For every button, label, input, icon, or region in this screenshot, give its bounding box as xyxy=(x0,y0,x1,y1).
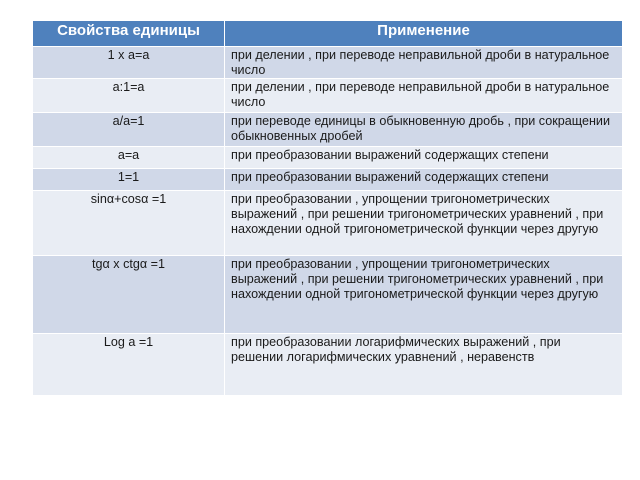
table-row xyxy=(33,256,623,334)
usage-cell: при преобразовании выражений содержащих степени xyxy=(225,169,623,191)
property-cell: 1=1 xyxy=(33,169,225,191)
property-cell: a/a=1 xyxy=(33,113,225,147)
usage-cell: при преобразовании , упрощении тригонометрических выражений , при решении тригонометрических уравнений , при нахождении одной тригонометрической функции через другую xyxy=(225,256,623,334)
header-row xyxy=(33,21,623,47)
header-usage: Применение xyxy=(225,21,623,47)
unit-properties-table-container xyxy=(32,20,622,396)
property-cell: a:1=a xyxy=(33,79,225,113)
property-cell: Log a =1 xyxy=(33,334,225,396)
usage-cell: при преобразовании логарифмических выражений , при решении логарифмических уравнений , неравенств xyxy=(225,334,623,396)
usage-cell: при переводе единицы в обыкновенную дробь , при сокращении обыкновенных дробей xyxy=(225,113,623,147)
usage-cell: при делении , при переводе неправильной дроби в натуральное число xyxy=(225,47,623,79)
table-row xyxy=(33,147,623,169)
property-cell: sinα+cosα =1 xyxy=(33,191,225,256)
table-row xyxy=(33,191,623,256)
table-row xyxy=(33,79,623,113)
property-cell: 1 x a=a xyxy=(33,47,225,79)
usage-cell: при преобразовании выражений содержащих степени xyxy=(225,147,623,169)
property-cell: a=a xyxy=(33,147,225,169)
table-row xyxy=(33,113,623,147)
property-cell: tgα x ctgα =1 xyxy=(33,256,225,334)
table-row xyxy=(33,169,623,191)
table-row xyxy=(33,47,623,79)
usage-cell: при преобразовании , упрощении тригонометрических выражений , при решении тригонометрических уравнений , при нахождении одной тригонометрической функции через другую xyxy=(225,191,623,256)
usage-cell: при делении , при переводе неправильной дроби в натуральное число xyxy=(225,79,623,113)
header-property: Свойства единицы xyxy=(33,21,225,47)
table-row xyxy=(33,334,623,396)
unit-properties-table xyxy=(32,20,623,396)
